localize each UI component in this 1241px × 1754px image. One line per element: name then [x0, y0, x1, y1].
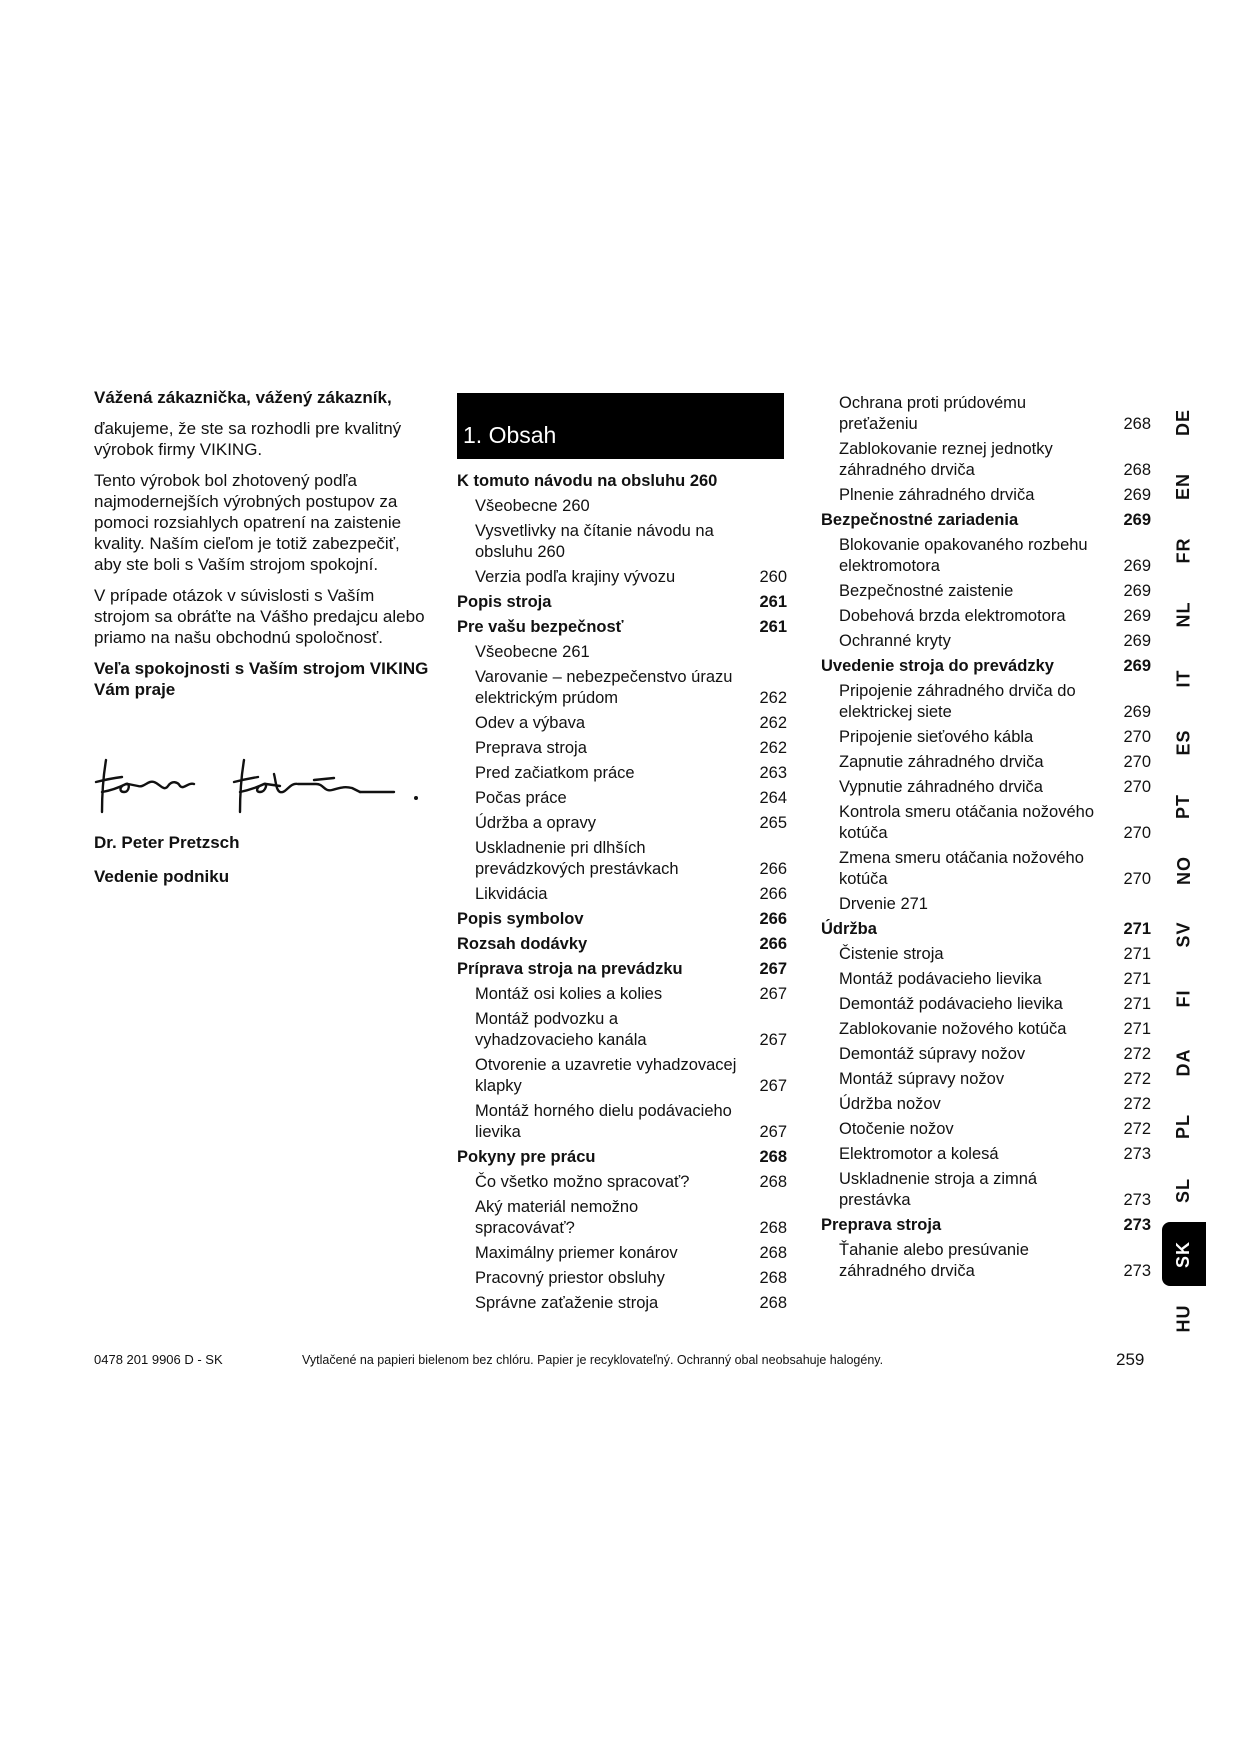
toc-subsection-entry[interactable]	[457, 738, 787, 759]
toc-entry-page: 269	[1123, 632, 1151, 650]
language-tab-label: HU	[1173, 1304, 1194, 1332]
language-tab-sl[interactable]	[1162, 1158, 1206, 1222]
toc-entry-page: 269	[1123, 607, 1151, 625]
toc-section-entry[interactable]	[457, 934, 787, 955]
toc-subsection-entry[interactable]	[821, 606, 1151, 627]
language-tab-label: ES	[1173, 728, 1194, 756]
toc-entry-title: Zablokovanie reznej jednotky záhradného drviča	[839, 440, 1053, 479]
footer-note: Vytlačené na papieri bielenom bez chlóru. Papier je recyklovateľný. Ochranný obal neobsahuje halogény.	[302, 1353, 884, 1367]
letter-paragraph: V prípade otázok v súvislosti s Vaším strojom sa obráťte na Vášho predajcu alebo priamo na našu obchodnú spoločnosť.	[94, 586, 425, 647]
toc-entry-title: Zapnutie záhradného drviča	[839, 753, 1044, 771]
toc-entry-title: Čistenie stroja	[839, 945, 944, 963]
toc-entry-page: 270	[1123, 824, 1151, 842]
toc-entry-page: 271	[1123, 970, 1151, 988]
toc-entry-page: 272	[1123, 1070, 1151, 1088]
toc-entry-page: 271	[1123, 945, 1151, 963]
language-tab-label: DA	[1173, 1048, 1194, 1076]
toc-entry-title: Maximálny priemer konárov	[475, 1244, 678, 1262]
toc-section-entry[interactable]	[821, 1215, 1151, 1236]
toc-entry-page: 267	[759, 960, 787, 978]
toc-entry-title: Otvorenie a uzavretie vyhadzovacej klapky	[475, 1056, 737, 1095]
toc-subsection-entry[interactable]	[457, 838, 787, 880]
letter-paragraph: Tento výrobok bol zhotovený podľa najmodernejších výrobných postupov za pomoci rozsiahlych opatrení na zaistenie kvality. Naším cieľom je totiž zabezpečiť, aby ste boli s Vaším strojom spokojní.	[94, 471, 402, 574]
toc-entry-title: Ochrana proti prúdovému preťaženiu	[839, 394, 1027, 433]
toc-entry-title: Ťahanie alebo presúvanie záhradného drviča	[839, 1241, 1029, 1280]
toc-entry-page: 268	[759, 1173, 787, 1191]
toc-subsection-entry[interactable]	[821, 535, 1151, 577]
language-tab-label: FR	[1173, 537, 1194, 563]
toc-entry-page: 268	[759, 1219, 787, 1237]
toc-subsection-entry[interactable]	[821, 631, 1151, 652]
toc-entry-page: 270	[1123, 870, 1151, 888]
toc-subsection-entry[interactable]	[457, 1268, 787, 1289]
toc-section-entry[interactable]	[457, 617, 787, 638]
toc-subsection-entry[interactable]	[821, 485, 1151, 506]
toc-entry-page: 272	[1123, 1095, 1151, 1113]
toc-subsection-entry[interactable]	[457, 642, 787, 663]
toc-subsection-entry[interactable]	[457, 884, 787, 905]
toc-entry-page: 262	[759, 714, 787, 732]
toc-entry-title: Aký materiál nemožno spracovávať?	[475, 1198, 639, 1237]
language-tab-fr[interactable]	[1162, 518, 1206, 582]
toc-subsection-entry[interactable]	[821, 1044, 1151, 1065]
toc-entry-page: 273	[1123, 1145, 1151, 1163]
toc-subsection-entry[interactable]	[821, 944, 1151, 965]
toc-entry-title: Bezpečnostné zariadenia	[821, 511, 1019, 529]
toc-entry-title: Vypnutie záhradného drviča	[839, 778, 1043, 796]
language-tab-label: IT	[1173, 669, 1194, 687]
toc-subsection-entry[interactable]	[821, 1144, 1151, 1165]
toc-subsection-entry[interactable]	[821, 393, 1151, 435]
toc-entry-page: 268	[1123, 415, 1151, 433]
signature-text: Peter Pretzsch	[364, 800, 371, 801]
toc-section-entry[interactable]	[457, 1147, 787, 1168]
toc-subsection-entry[interactable]	[457, 713, 787, 734]
toc-entry-title: Rozsah dodávky	[457, 935, 588, 953]
toc-entry-page: 267	[759, 1077, 787, 1095]
toc-entry-title: Čo všetko možno spracovať?	[475, 1173, 690, 1191]
language-tabs	[1162, 390, 1206, 1350]
toc-subsection-entry[interactable]	[457, 1101, 787, 1143]
toc-column-right	[821, 393, 1151, 1286]
toc-section-entry[interactable]	[457, 959, 787, 980]
toc-entry-title: Pracovný priestor obsluhy	[475, 1269, 665, 1287]
language-tab-label: NO	[1173, 855, 1194, 885]
toc-entry-page: 270	[1123, 753, 1151, 771]
toc-entry-page: 269	[1123, 582, 1151, 600]
toc-entry-page: 266	[759, 910, 787, 928]
language-tab-de[interactable]	[1162, 390, 1206, 454]
toc-entry-title: Dobehová brzda elektromotora	[839, 607, 1066, 625]
toc-subsection-entry[interactable]	[821, 581, 1151, 602]
toc-entry-page: 266	[759, 860, 787, 878]
toc-entry-title: Údržba	[821, 920, 877, 938]
toc-entry-page: 273	[1123, 1191, 1151, 1209]
toc-subsection-entry[interactable]	[821, 1019, 1151, 1040]
toc-section-entry[interactable]	[821, 919, 1151, 940]
toc-title: 1. Obsah	[463, 422, 557, 448]
toc-subsection-entry[interactable]	[821, 777, 1151, 798]
language-tab-da[interactable]	[1162, 1030, 1206, 1094]
toc-subsection-entry[interactable]	[821, 1169, 1151, 1211]
toc-entry-page: 263	[759, 764, 787, 782]
toc-subsection-entry[interactable]	[821, 727, 1151, 748]
toc-subsection-entry[interactable]	[457, 984, 787, 1005]
language-tab-nl[interactable]	[1162, 582, 1206, 646]
toc-subsection-entry[interactable]	[457, 1055, 787, 1097]
toc-entry-title: Počas práce	[475, 789, 567, 807]
language-tab-label: SL	[1173, 1177, 1194, 1203]
toc-entry-title: Varovanie – nebezpečenstvo úrazu elektrickým prúdom	[475, 668, 733, 707]
toc-entry-title: Správne zaťaženie stroja	[475, 1294, 659, 1312]
letter-column	[94, 387, 429, 710]
toc-entry-title: Montáž horného dielu podávacieho lievika	[475, 1102, 732, 1141]
letter-greeting: Vážená zákaznička, vážený zákazník,	[94, 388, 392, 407]
toc-section-entry[interactable]	[457, 909, 787, 930]
toc-entry-title: Otočenie nožov	[839, 1120, 954, 1138]
toc-entry-title: Príprava stroja na prevádzku	[457, 960, 683, 978]
toc-entry-page: 260	[759, 568, 787, 586]
toc-entry-page: 268	[759, 1244, 787, 1262]
toc-title-bar	[457, 393, 784, 459]
toc-entry-title: Preprava stroja	[475, 739, 587, 757]
toc-column-middle	[457, 471, 787, 1318]
toc-section-entry[interactable]	[457, 592, 787, 613]
language-tab-it[interactable]	[1162, 646, 1206, 710]
toc-entry-page: 268	[759, 1294, 787, 1312]
toc-subsection-entry[interactable]	[457, 1172, 787, 1193]
toc-entry-title: Demontáž súpravy nožov	[839, 1045, 1026, 1063]
toc-entry-page: 262	[759, 689, 787, 707]
toc-entry-title: Uskladnenie stroja a zimná prestávka	[839, 1170, 1038, 1209]
toc-entry-page: 266	[759, 885, 787, 903]
toc-entry-title: Popis symbolov	[457, 910, 584, 928]
toc-entry-title: Vysvetlivky na čítanie návodu na obsluhu 260	[475, 522, 714, 561]
toc-entry-title: Elektromotor a kolesá	[839, 1145, 999, 1163]
toc-entry-page: 265	[759, 814, 787, 832]
toc-subsection-entry[interactable]	[821, 848, 1151, 890]
language-tab-label: DE	[1173, 408, 1194, 436]
toc-subsection-entry[interactable]	[457, 788, 787, 809]
language-tab-pt[interactable]	[1162, 774, 1206, 838]
toc-entry-title: Pripojenie sieťového kábla	[839, 728, 1034, 746]
letter-closing: Veľa spokojnosti s Vaším strojom VIKING Vám praje	[94, 659, 429, 699]
toc-subsection-entry[interactable]	[821, 1119, 1151, 1140]
toc-subsection-entry[interactable]	[457, 1293, 787, 1314]
toc-entry-page: 269	[1123, 703, 1151, 721]
toc-entry-title: Popis stroja	[457, 593, 552, 611]
toc-subsection-entry[interactable]	[821, 681, 1151, 723]
toc-entry-title: Zablokovanie nožového kotúča	[839, 1020, 1067, 1038]
toc-entry-title: Odev a výbava	[475, 714, 586, 732]
language-tab-es[interactable]	[1162, 710, 1206, 774]
toc-entry-page: 271	[1123, 1020, 1151, 1038]
toc-entry-title: Údržba a opravy	[475, 814, 597, 832]
toc-subsection-entry[interactable]	[457, 1009, 787, 1051]
toc-section-entry[interactable]	[821, 656, 1151, 677]
toc-entry-page: 270	[1123, 778, 1151, 796]
toc-entry-page: 270	[1123, 728, 1151, 746]
toc-entry-page: 272	[1123, 1045, 1151, 1063]
document-code: 0478 201 9906 D - SK	[94, 1352, 223, 1367]
toc-subsection-entry[interactable]	[821, 894, 1151, 915]
toc-entry-title: Ochranné kryty	[839, 632, 951, 650]
toc-subsection-entry[interactable]	[457, 496, 787, 517]
toc-entry-title: Montáž súpravy nožov	[839, 1070, 1005, 1088]
toc-section-entry[interactable]	[457, 471, 787, 492]
toc-entry-page: 272	[1123, 1120, 1151, 1138]
toc-entry-title: Uskladnenie pri dlhších prevádzkových prestávkach	[475, 839, 679, 878]
language-tab-sv[interactable]	[1162, 902, 1206, 966]
toc-entry-page: 271	[1123, 920, 1151, 938]
toc-subsection-entry[interactable]	[457, 1243, 787, 1264]
toc-entry-page: 273	[1123, 1216, 1151, 1234]
toc-subsection-entry[interactable]	[821, 439, 1151, 481]
toc-entry-page: 261	[759, 618, 787, 636]
language-tab-label: SV	[1173, 920, 1194, 948]
language-tab-label: PT	[1173, 793, 1194, 819]
toc-entry-title: Pred začiatkom práce	[475, 764, 635, 782]
toc-entry-page: 268	[1123, 461, 1151, 479]
toc-entry-title: Montáž podávacieho lievika	[839, 970, 1042, 988]
language-tab-label: SK	[1173, 1240, 1194, 1268]
toc-entry-title: Všeobecne 260	[475, 497, 590, 515]
toc-subsection-entry[interactable]	[457, 521, 787, 563]
toc-entry-page: 269	[1123, 511, 1151, 529]
toc-entry-title: K tomuto návodu na obsluhu 260	[457, 472, 718, 490]
toc-entry-page: 269	[1123, 557, 1151, 575]
toc-subsection-entry[interactable]	[821, 1094, 1151, 1115]
toc-entry-title: Zmena smeru otáčania nožového kotúča	[839, 849, 1084, 888]
toc-entry-title: Bezpečnostné zaistenie	[839, 582, 1014, 600]
toc-entry-title: Plnenie záhradného drviča	[839, 486, 1035, 504]
toc-subsection-entry[interactable]	[457, 763, 787, 784]
language-tab-hu[interactable]	[1162, 1286, 1206, 1350]
signer-role: Vedenie podniku	[94, 867, 230, 886]
toc-entry-title: Verzia podľa krajiny vývozu	[475, 568, 676, 586]
toc-entry-title: Montáž osi kolies a kolies	[475, 985, 663, 1003]
language-tab-label: FI	[1173, 989, 1194, 1007]
toc-subsection-entry[interactable]	[821, 994, 1151, 1015]
language-tab-label: EN	[1173, 472, 1194, 500]
toc-entry-page: 267	[759, 985, 787, 1003]
toc-subsection-entry[interactable]	[457, 813, 787, 834]
signer-name: Dr. Peter Pretzsch	[94, 833, 240, 852]
toc-subsection-entry[interactable]	[457, 567, 787, 588]
toc-entry-page: 269	[1123, 486, 1151, 504]
toc-entry-page: 267	[759, 1123, 787, 1141]
toc-entry-page: 269	[1123, 657, 1151, 675]
toc-entry-title: Pripojenie záhradného drviča do elektrickej siete	[839, 682, 1076, 721]
toc-entry-title: Všeobecne 261	[475, 643, 590, 661]
toc-subsection-entry[interactable]	[457, 667, 787, 709]
toc-entry-page: 262	[759, 739, 787, 757]
toc-entry-page: 267	[759, 1031, 787, 1049]
toc-entry-page: 271	[1123, 995, 1151, 1013]
toc-entry-title: Drvenie 271	[839, 895, 928, 913]
language-tab-en[interactable]	[1162, 454, 1206, 518]
toc-entry-title: Uvedenie stroja do prevádzky	[821, 657, 1054, 675]
toc-entry-page: 266	[759, 935, 787, 953]
page-number: 259	[1116, 1350, 1145, 1369]
toc-entry-title: Preprava stroja	[821, 1216, 942, 1234]
toc-subsection-entry[interactable]	[821, 752, 1151, 773]
toc-subsection-entry[interactable]	[821, 969, 1151, 990]
toc-entry-title: Kontrola smeru otáčania nožového kotúča	[839, 803, 1094, 842]
language-tab-label: NL	[1173, 601, 1194, 627]
language-tab-sk[interactable]	[1162, 1222, 1206, 1286]
toc-entry-title: Likvidácia	[475, 885, 548, 903]
toc-entry-page: 268	[759, 1148, 787, 1166]
toc-entry-title: Pre vašu bezpečnosť	[457, 618, 624, 636]
toc-entry-title: Blokovanie opakovaného rozbehu elektromotora	[839, 536, 1088, 575]
toc-entry-title: Montáž podvozku a vyhadzovacieho kanála	[475, 1010, 647, 1049]
toc-section-entry[interactable]	[821, 510, 1151, 531]
toc-entry-page: 273	[1123, 1262, 1151, 1280]
handwritten-signature	[94, 752, 434, 822]
language-tab-no[interactable]	[1162, 838, 1206, 902]
toc-entry-title: Pokyny pre prácu	[457, 1148, 596, 1166]
letter-paragraph: ďakujeme, že ste sa rozhodli pre kvalitný výrobok firmy VIKING.	[94, 419, 402, 459]
toc-subsection-entry[interactable]	[821, 1069, 1151, 1090]
toc-entry-page: 261	[759, 593, 787, 611]
toc-entry-page: 264	[759, 789, 787, 807]
toc-entry-page: 268	[759, 1269, 787, 1287]
toc-subsection-entry[interactable]	[821, 802, 1151, 844]
language-tab-label: PL	[1173, 1113, 1194, 1139]
language-tab-pl[interactable]	[1162, 1094, 1206, 1158]
language-tab-fi[interactable]	[1162, 966, 1206, 1030]
toc-entry-title: Demontáž podávacieho lievika	[839, 995, 1063, 1013]
toc-subsection-entry[interactable]	[821, 1240, 1151, 1282]
toc-entry-title: Údržba nožov	[839, 1095, 941, 1113]
toc-subsection-entry[interactable]	[457, 1197, 787, 1239]
